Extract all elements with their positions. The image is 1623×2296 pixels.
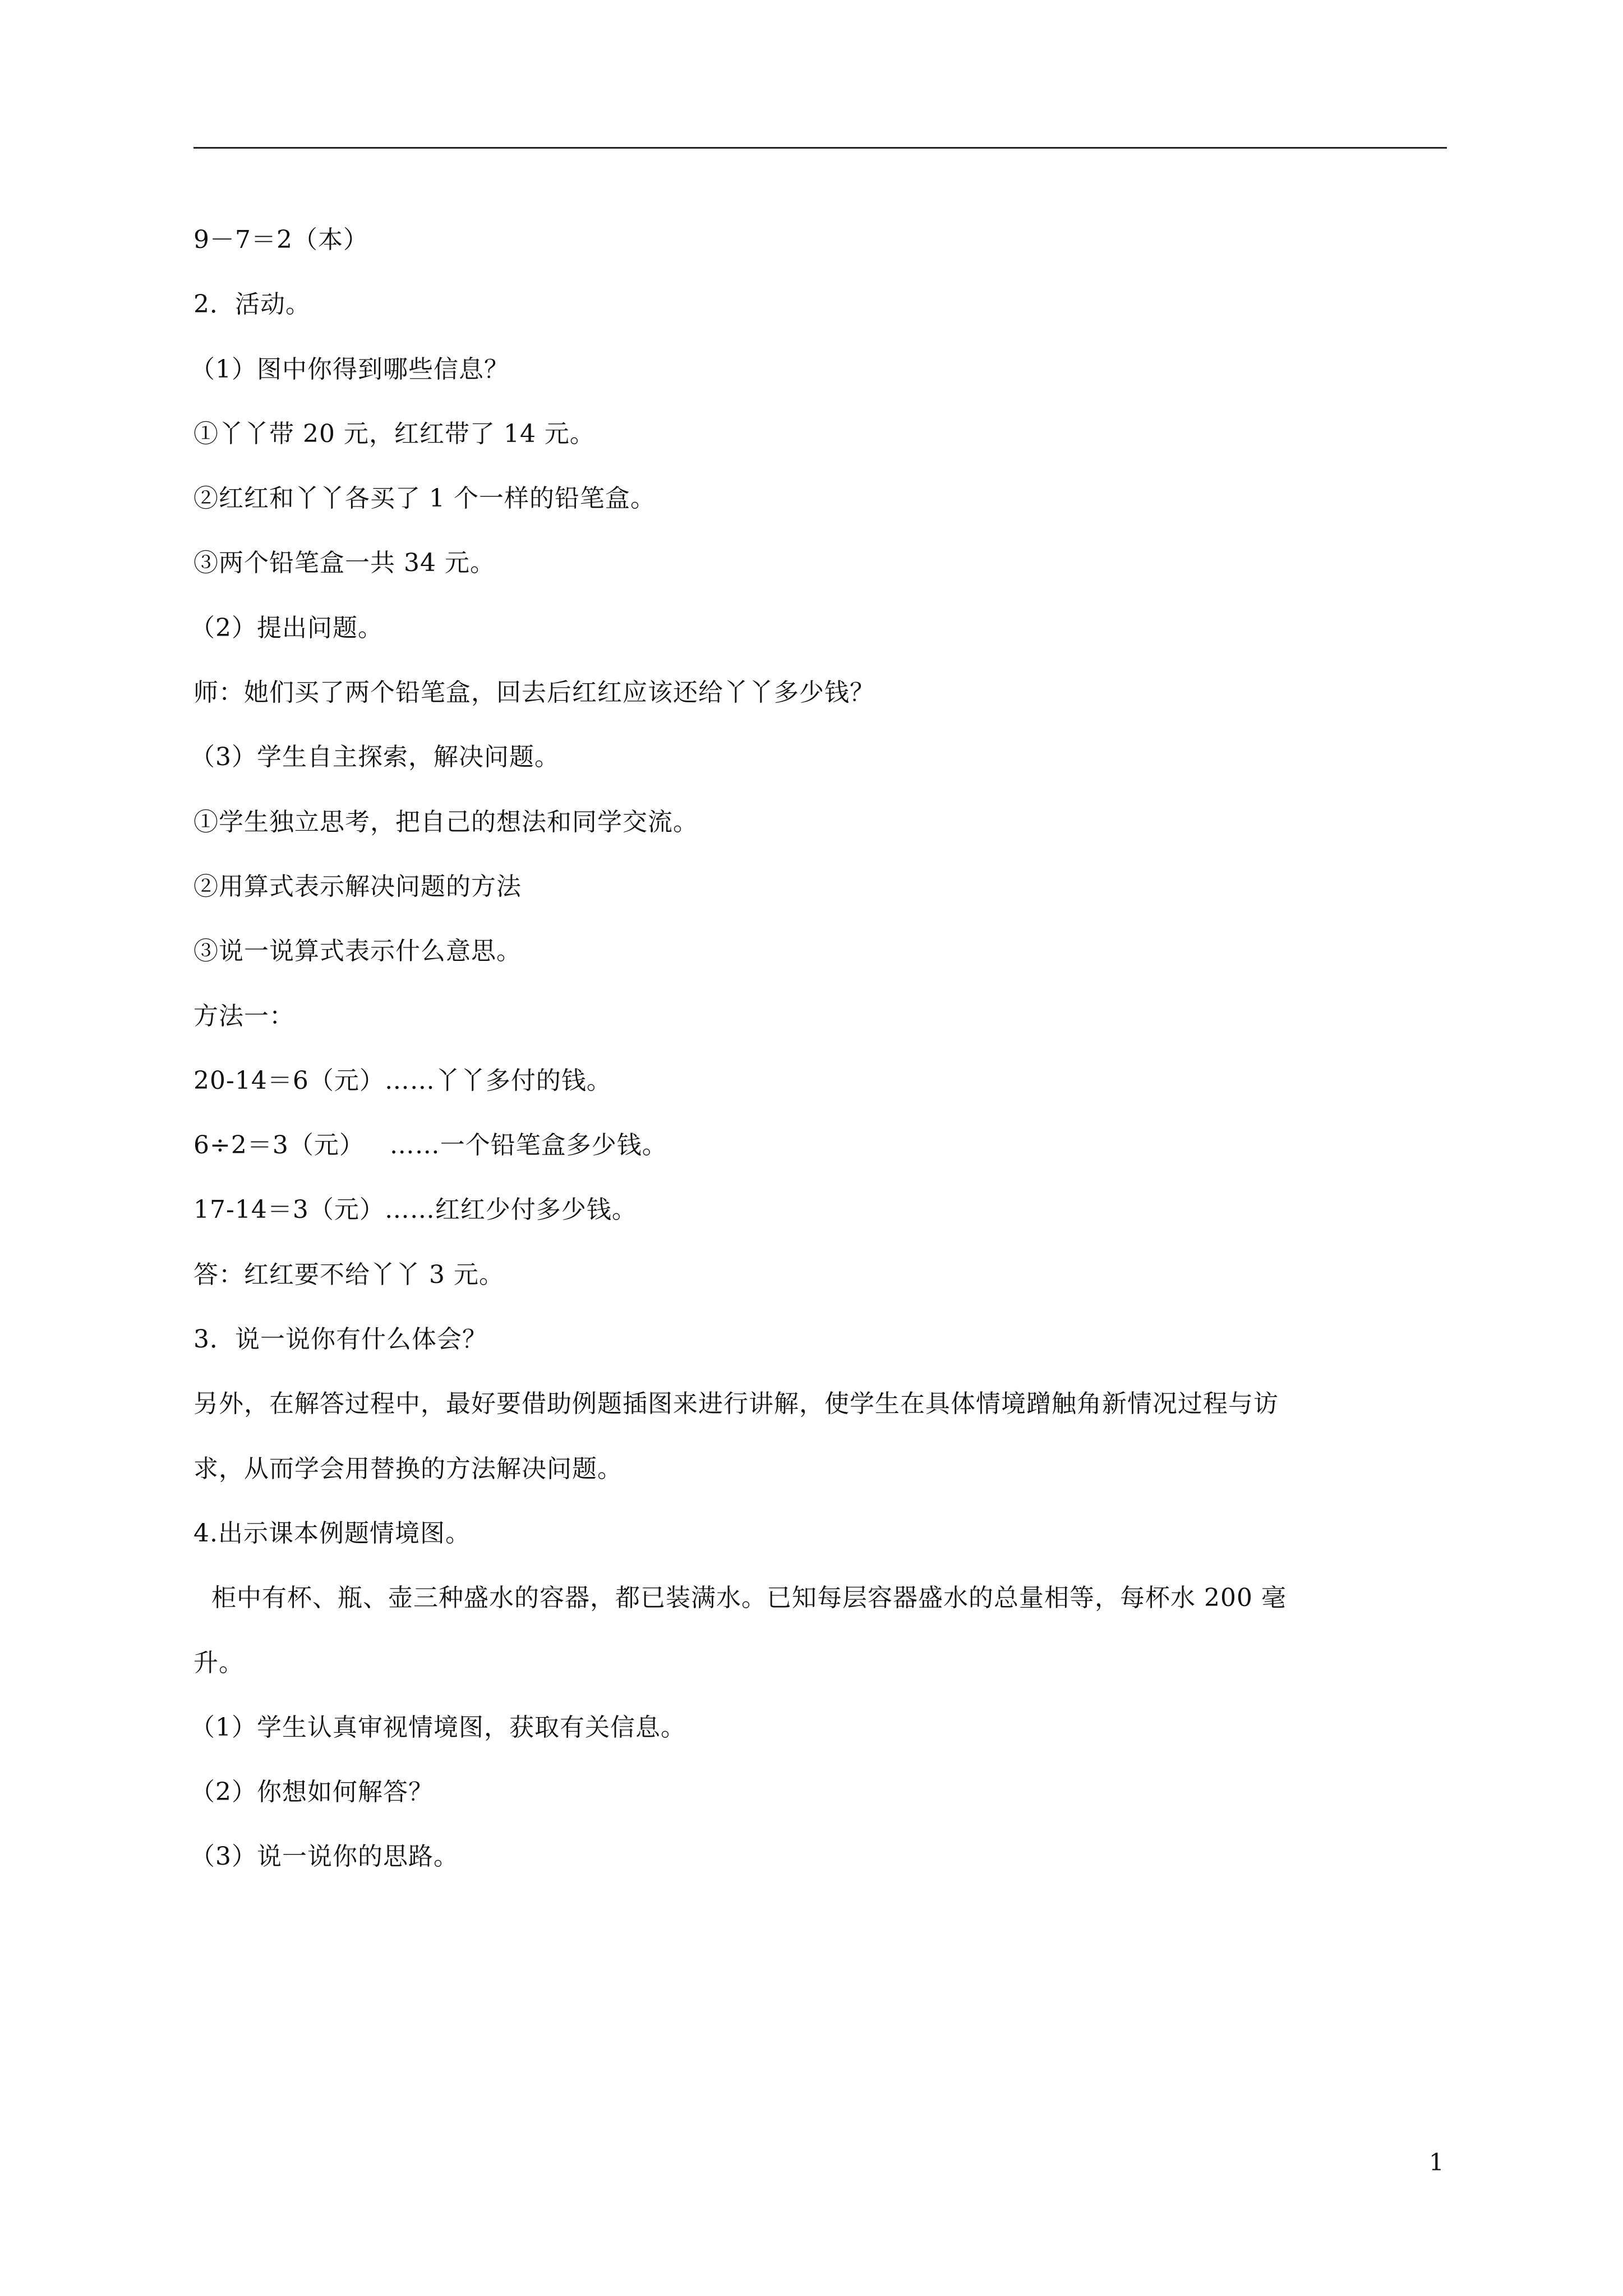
section-heading: 2．活动。 xyxy=(193,290,311,319)
text-line: ③两个铅笔盒一共 34 元。 xyxy=(193,549,495,578)
text-line: ①学生独立思考，把自己的想法和同学交流。 xyxy=(193,807,698,836)
text-line: （3）说一说你的思路。 xyxy=(190,1842,459,1871)
text-line: ③说一说算式表示什么意思。 xyxy=(193,937,522,966)
text-line: ②用算式表示解决问题的方法 xyxy=(193,872,522,901)
text-line: （2）提出问题。 xyxy=(190,613,383,642)
text-line: 方法一： xyxy=(193,1001,294,1030)
text-line: （1）图中你得到哪些信息？ xyxy=(190,355,509,384)
document-body xyxy=(190,208,1447,1889)
text-line: 师：她们买了两个铅笔盒，回去后红红应该还给丫丫多少钱？ xyxy=(193,678,875,707)
answer-line: 答：红红要不给丫丫 3 元。 xyxy=(193,1260,504,1289)
text-line: ②红红和丫丫各买了 1 个一样的铅笔盒。 xyxy=(193,484,656,513)
equation-line: 17-14＝3（元）……红红少付多少钱。 xyxy=(193,1195,637,1225)
text-line: 另外，在解答过程中，最好要借助例题插图来进行讲解，使学生在具体情境蹭触角新情况过程与访 xyxy=(193,1389,1279,1419)
text-line: 柜中有杯、瓶、壶三种盛水的容器，都已装满水。已知每层容器盛水的总量相等，每杯水 200 毫 xyxy=(211,1584,1287,1613)
header-rule xyxy=(193,147,1447,149)
equation-line: 6÷2＝3（元） ……一个铅笔盒多少钱。 xyxy=(193,1131,667,1160)
section-heading: 3．说一说你有什么体会？ xyxy=(193,1325,487,1354)
text-line: 9－7＝2（本） xyxy=(193,226,368,254)
text-line: （3）学生自主探索，解决问题。 xyxy=(190,743,560,772)
text-line: （1）学生认真审视情境图，获取有关信息。 xyxy=(190,1713,686,1742)
text-line: （2）你想如何解答？ xyxy=(190,1778,434,1807)
text-line: 求，从而学会用替换的方法解决问题。 xyxy=(193,1454,623,1483)
page-number: 1 xyxy=(1429,2148,1444,2176)
text-line: 升。 xyxy=(193,1648,244,1677)
text-line: ①丫丫带 20 元，红红带了 14 元。 xyxy=(193,419,595,448)
equation-line: 20-14＝6（元）……丫丫多付的钱。 xyxy=(193,1066,612,1095)
section-heading: 4.出示课本例题情境图。 xyxy=(193,1519,471,1548)
